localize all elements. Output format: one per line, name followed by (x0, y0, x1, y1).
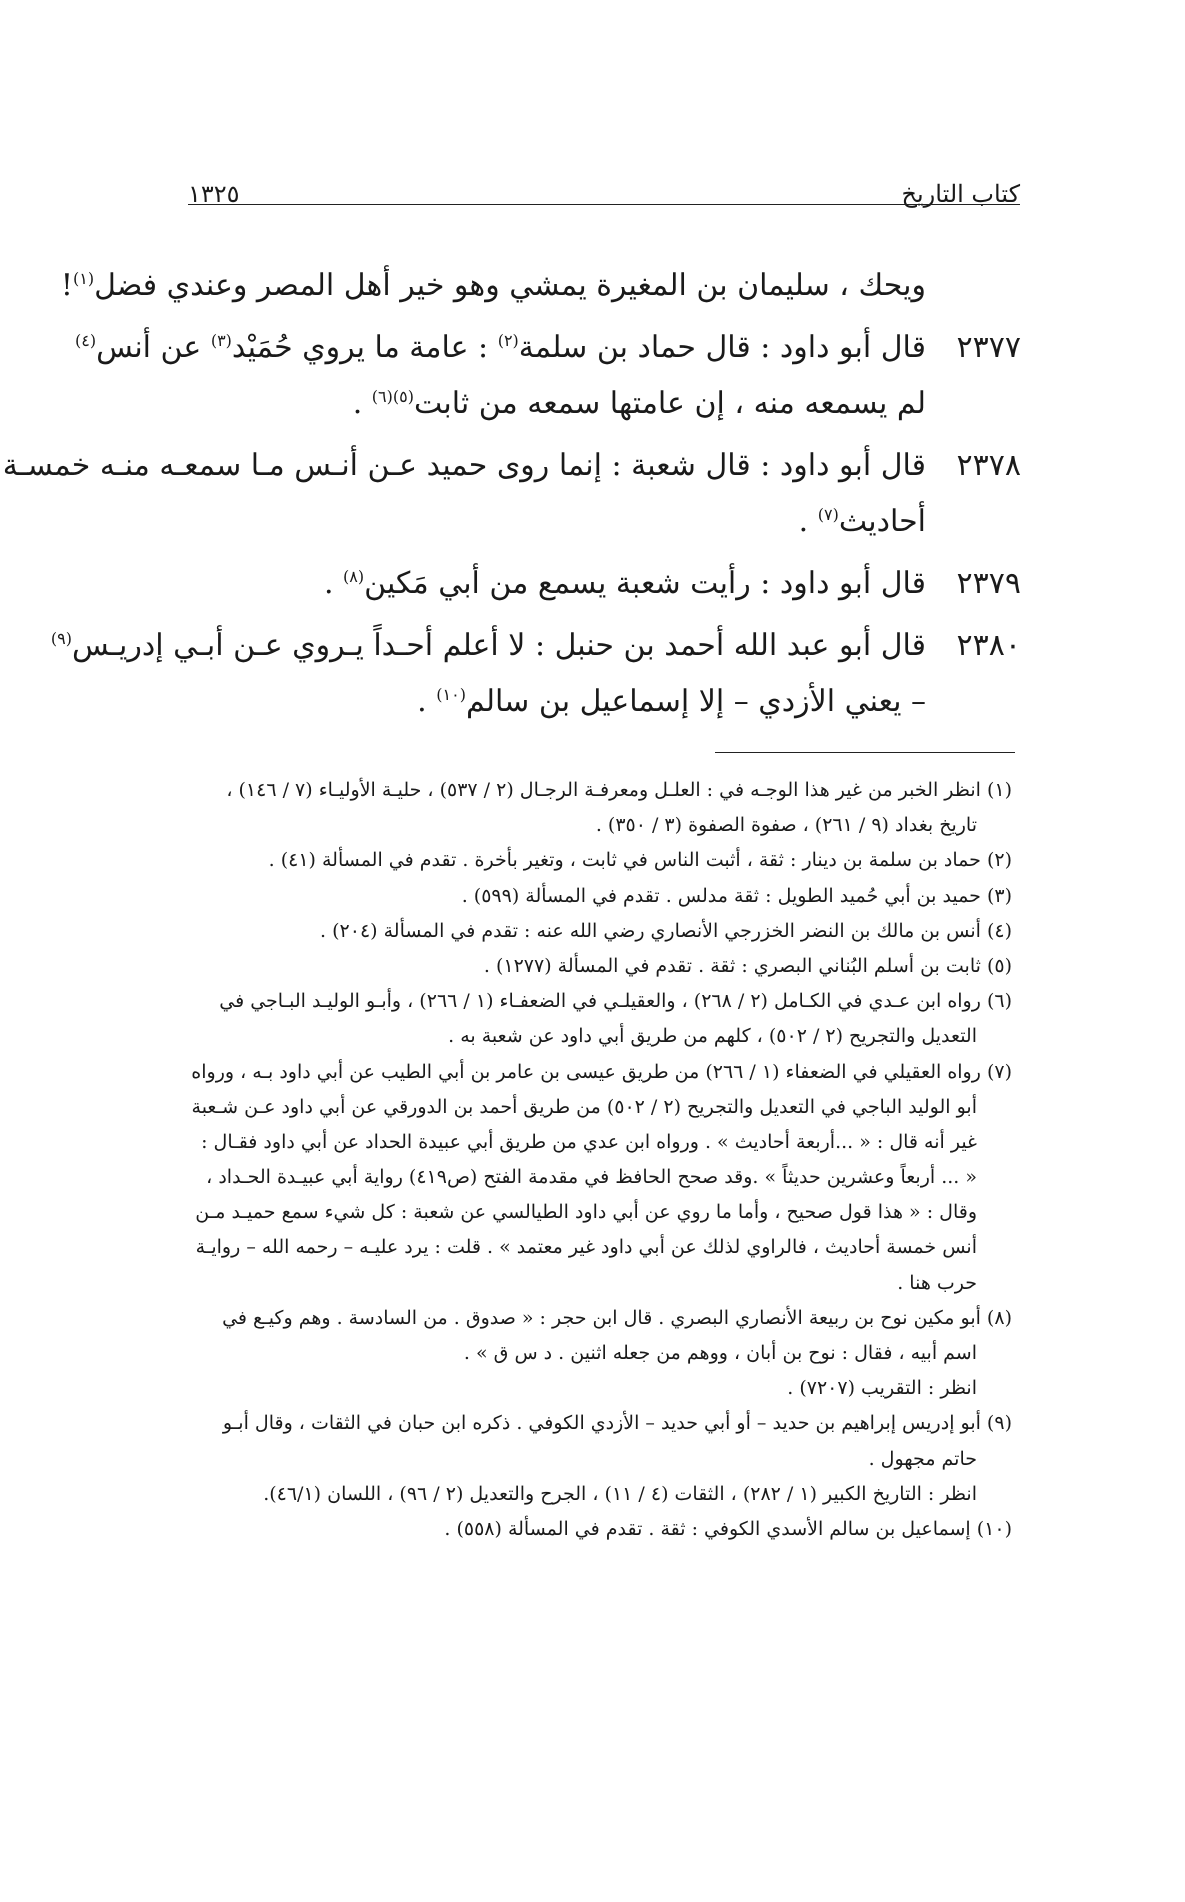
entry-text: قال أبو داود : رأيت شعبة يسمع من أبي مَكين$^{(٨)}$ . (323, 566, 926, 601)
footnote-ref: (٥)(٦) (371, 387, 414, 406)
footnotes (170, 773, 1012, 1547)
footnote-line: أنس خمسة أحاديث ، فالراوي لذلك عن أبي داود غير معتمد » . قلت : يرد عليـه – رحمه الله – روايـة (195, 1236, 977, 1259)
book-title: كتاب التاريخ (901, 180, 1020, 208)
footnote-line: (٧) رواه العقيلي في الضعفاء (١ / ٢٦٦) من طريق عيسى بن عامر بن أبي الطيب عن أبي داود بـه ، ورواه (191, 1060, 1012, 1083)
footnote-line: انظر : التاريخ الكبير (١ / ٢٨٢) ، الثقات (٤ / ١١) ، الجرح والتعديل (٢ / ٩٦) ، اللسان (٤٦/١). (263, 1482, 977, 1505)
page-number: ١٣٢٥ (188, 180, 240, 208)
entry-2377 (74, 320, 1021, 376)
footnote-line: « ... أربعاً وعشرين حديثاً » .وقد صحح الحافظ في مقدمة الفتح (ص٤١٩) رواية أبي عبيـدة الحـداد ، (206, 1166, 977, 1189)
main-text (2, 258, 1021, 730)
footnote-line: حرب هنا . (897, 1271, 977, 1294)
footnote-line: أبو الوليد الباجي في التعديل والتجريح (٢ / ٥٠٢) من طريق أحمد بن الدورقي عن أبي داود عـن شـعبة (191, 1095, 977, 1118)
header-divider (188, 204, 1020, 205)
entry-text: قال أبو داود : قال شعبة : إنما روى حميد عـن أنـس مـا سمعـه منـه خمسـة (2, 448, 926, 483)
entry-2380-line2: – يعني الأزدي – إلا إسماعيل بن سالم$^{(١٠)}$ . (417, 684, 926, 719)
footnote-line: غير أنه قال : « ...أربعة أحاديث » . ورواه ابن عدي من طريق أبي عبيدة الحداد عن أبي داود فقـال : (201, 1130, 977, 1153)
footnote-line: انظر : التقريب (٧٢٠٧) . (787, 1377, 977, 1400)
footnote-ref: (١) (72, 269, 95, 288)
footnote-ref: (٧) (817, 505, 839, 524)
footnote-line: (١٠) إسماعيل بن سالم الأسدي الكوفي : ثقة . تقدم في المسألة (٥٥٨) . (444, 1517, 1012, 1540)
footnote-line: (٣) حميد بن أبي حُميد الطويل : ثقة مدلس . تقدم في المسألة (٥٩٩) . (461, 884, 1012, 907)
page-header (188, 160, 1020, 208)
footnote-line: (١) انظر الخبر من غير هذا الوجـه في : العلـل ومعرفـة الرجـال (٢ / ٥٣٧) ، حليـة الأوليـاء (٧ / ١٤٦) ، (226, 779, 1012, 801)
footnote-ref: (٨) (343, 567, 365, 586)
footnote-line: (٤) أنس بن مالك بن النضر الخزرجي الأنصاري رضي الله عنه : تقدم في المسألة (٢٠٤) . (320, 919, 1012, 942)
entry-2378 (2, 438, 1021, 494)
entry-text: قال أبو عبد الله أحمد بن حنبل : لا أعلم أحـداً يـروي عـن أبـي إدريـس$^{(٩)}$ (50, 628, 926, 663)
footnote-line: تاريخ بغداد (٩ / ٢٦١) ، صفوة الصفوة (٣ / ٣٥٠) . (595, 814, 977, 837)
footnote-line: التعديل والتجريح (٢ / ٥٠٢) ، كلهم من طريق أبي داود عن شعبة به . (448, 1025, 977, 1048)
entry-number: ٢٣٧٨ (956, 448, 1021, 483)
entry-number: ٢٣٧٩ (956, 566, 1021, 601)
entry-2379 (185, 556, 1021, 612)
entry-2380 (50, 618, 1021, 674)
footnote-line: وقال : « هذا قول صحيح ، وأما ما روي عن أبي داود الطيالسي عن شعبة : كل شيء سمع حميـد مـن (195, 1201, 977, 1224)
footnote-line: (٨) أبو مكين نوح بن ربيعة الأنصاري البصري . قال ابن حجر : « صدوق . من السادسة . وهم وكيـع في (222, 1306, 1012, 1329)
footnote-ref: (١٠) (436, 685, 466, 704)
footnote-divider (715, 752, 1015, 753)
footnote-ref: (٩) (50, 629, 72, 648)
entry-2377-line2: لم يسمعه منه ، إن عامتها سمعه من ثابت$^{(٥)(٦)}$ . (352, 386, 926, 421)
footnote-ref: (٤) (74, 331, 97, 350)
footnote-line: (٢) حماد بن سلمة بن دينار : ثقة ، أثبت الناس في ثابت ، وتغير بأخرة . تقدم في المسألة (٤١) . (268, 849, 1012, 872)
footnote-ref: (٢) (497, 331, 519, 350)
footnote-line: حاتم مجهول . (868, 1447, 977, 1470)
footnote-line: (٦) رواه ابن عـدي في الكـامل (٢ / ٢٦٨) ، والعقيلـي في الضعفـاء (١ / ٢٦٦) ، وأبـو الوليـد البـاجي في (219, 990, 1012, 1013)
continuation-line: ويحك ، سليمان بن المغيرة يمشي وهو خير أهل المصر وعندي فضل$^{(١)}$! (60, 268, 926, 303)
entry-number: ٢٣٧٧ (956, 330, 1021, 365)
footnote-line: اسم أبيه ، فقال : نوح بن أبان ، ووهم من جعله اثنين . د س ق » . (463, 1342, 977, 1364)
entry-2378-line2: أحاديث$^{(٧)}$ . (798, 504, 926, 539)
footnote-line: (٥) ثابت بن أسلم البُناني البصري : ثقة . تقدم في المسألة (١٢٧٧) . (483, 954, 1012, 977)
footnote-line: (٩) أبو إدريس إبراهيم بن حديد – أو أبي حديد – الأزدي الكوفي . ذكره ابن حبان في الثقات ، وقال أبـو (222, 1412, 1012, 1435)
entry-number: ٢٣٨٠ (956, 628, 1021, 663)
footnote-ref: (٣) (210, 331, 232, 350)
entry-text: قال أبو داود : قال حماد بن سلمة$^{(٢)}$ : عامة ما يروي حُمَيْد$^{(٣)}$ عن أنس$^{(٤)}$ (74, 330, 926, 365)
